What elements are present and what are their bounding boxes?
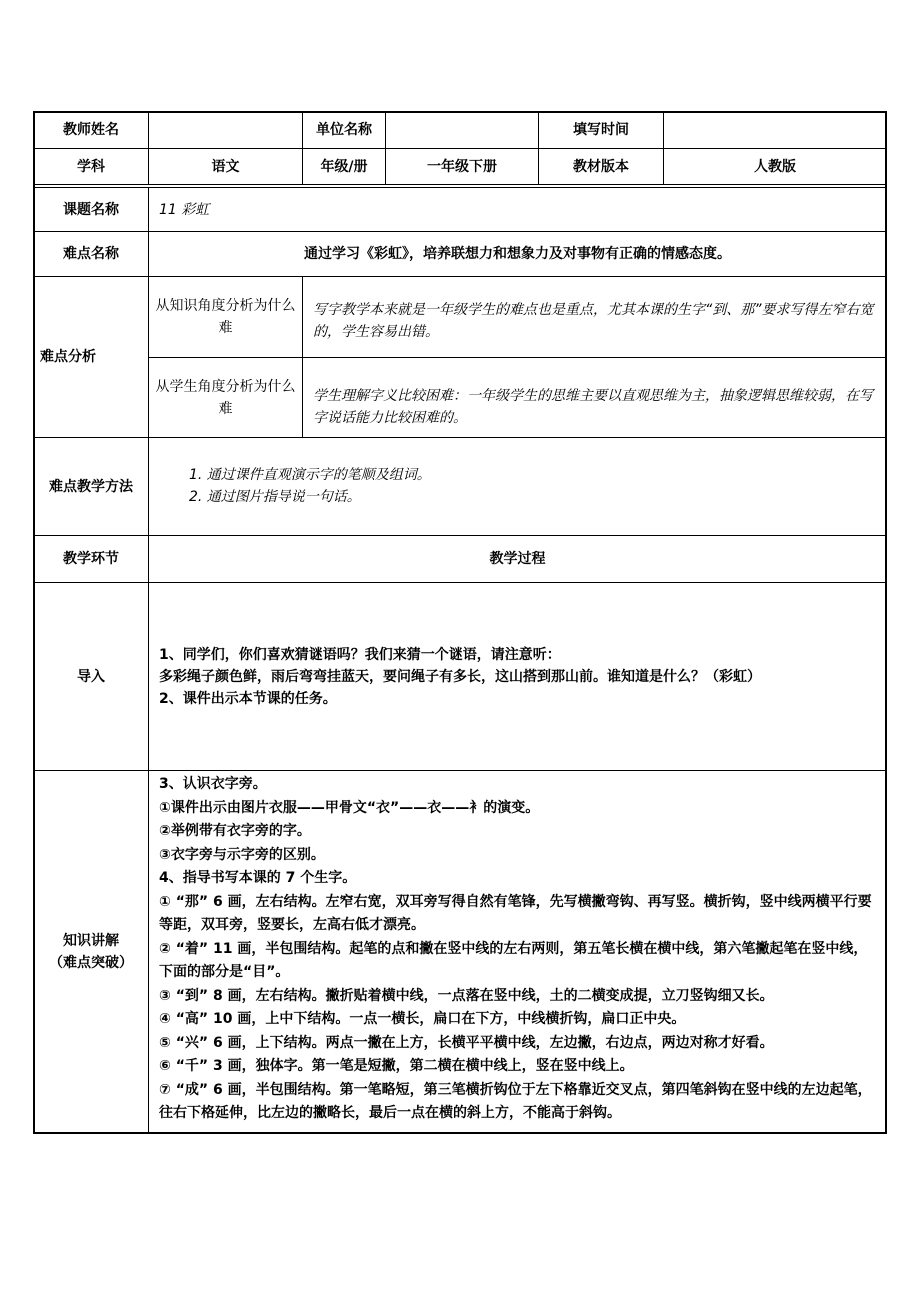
topic-value: 11 彩虹 [148,187,887,232]
fill-time-field[interactable] [663,111,887,149]
topic-label: 课题名称 [33,187,149,232]
knowledge-line: 3、认识衣字旁。 [159,776,267,792]
knowledge-angle-label: 从知识角度分析为什么难 [148,276,303,358]
subject-value: 语文 [148,148,303,185]
knowledge-line: ⑦ “成” 6 画，半包围结构。第一笔略短，第三笔横折钩位于左下格靠近交叉点，第四笔斜钩在竖中线的左边起笔，往右下格延伸，比左边的撇略长，最后一点在横的斜上方，不能高于斜钩。 [159,1081,872,1121]
knowledge-label [33,770,149,1134]
knowledge-line: ③ “到” 8 画，左右结构。撇折贴着横中线，一点落在竖中线，土的二横变成提，立刀竖钩细又长。 [159,987,774,1004]
knowledge-line: ⑤ “兴” 6 画，上下结构。两点一撇在上方，长横平平横中线，左边撇，右边点，两边对称才好看。 [159,1034,774,1051]
knowledge-label-sub: （难点突破） [49,955,133,971]
fill-time-label: 填写时间 [538,111,664,149]
method-item: 1. 通过课件直观演示字的笔顺及组词。 [189,467,431,483]
knowledge-line: ②举例带有衣字旁的字。 [159,823,311,839]
intro-content [148,582,887,771]
unit-name-field[interactable] [385,111,539,149]
intro-line: 多彩绳子颜色鲜，雨后弯弯挂蓝天，要问绳子有多长，这山搭到那山前。谁知道是什么？（彩虹） [159,668,761,685]
intro-line: 1、同学们，你们喜欢猜谜语吗？我们来猜一个谜语，请注意听： [159,646,561,663]
analysis-label: 难点分析 [33,276,149,438]
intro-label: 导入 [33,582,149,771]
student-angle-text: 学生理解字义比较困难：一年级学生的思维主要以直观思维为主，抽象逻辑思维较弱，在写字说话能力比较困难的。 [302,357,887,438]
difficulty-label: 难点名称 [33,231,149,277]
knowledge-line: ④ “高” 10 画，上中下结构。一点一横长，扁口在下方，中线横折钩，扁口正中央。 [159,1011,686,1027]
knowledge-line: ① “那” 6 画，左右结构。左窄右宽，双耳旁写得自然有笔锋，先写横撇弯钩、再写竖。横折钩，竖中线两横平行要等距，双耳旁，竖要长，左高右低才漂亮。 [159,893,872,933]
teacher-name-label: 教师姓名 [33,111,149,149]
method-list [148,437,887,536]
knowledge-line: 4、指导书写本课的 7 个生字。 [159,870,357,886]
knowledge-label-text: 知识讲解 [63,933,119,949]
knowledge-angle-text: 写字教学本来就是一年级学生的难点也是重点，尤其本课的生字“到、那”要求写得左窄右宽的，学生容易出错。 [302,276,887,358]
knowledge-line: ③衣字旁与示字旁的区别。 [159,846,325,863]
knowledge-line: ①课件出示由图片衣服——甲骨文“衣”——衣——衤的演变。 [159,799,540,816]
unit-name-label: 单位名称 [302,111,386,149]
stage-header: 教学环节 [33,535,149,583]
subject-label: 学科 [33,148,149,185]
grade-label: 年级/册 [302,148,386,185]
knowledge-line: ⑥ “千” 3 画，独体字。第一笔是短撇，第二横在横中线上，竖在竖中线上。 [159,1058,634,1074]
knowledge-line: ② “着” 11 画，半包围结构。起笔的点和撇在竖中线的左右两则，第五笔长横在横中线，第六笔撇起笔在竖中线，下面的部分是“目”。 [159,940,868,980]
student-angle-label: 从学生角度分析为什么难 [148,357,303,438]
teacher-name-field[interactable] [148,111,303,149]
edition-value: 人教版 [663,148,887,185]
method-label: 难点教学方法 [33,437,149,536]
knowledge-content [148,770,887,1134]
grade-value: 一年级下册 [385,148,539,185]
process-header: 教学过程 [148,535,887,583]
edition-label: 教材版本 [538,148,664,185]
intro-line: 2、课件出示本节课的任务。 [159,690,337,707]
method-item: 2. 通过图片指导说一句话。 [189,489,361,505]
difficulty-value: 通过学习《彩虹》，培养联想力和想象力及对事物有正确的情感态度。 [148,231,887,277]
